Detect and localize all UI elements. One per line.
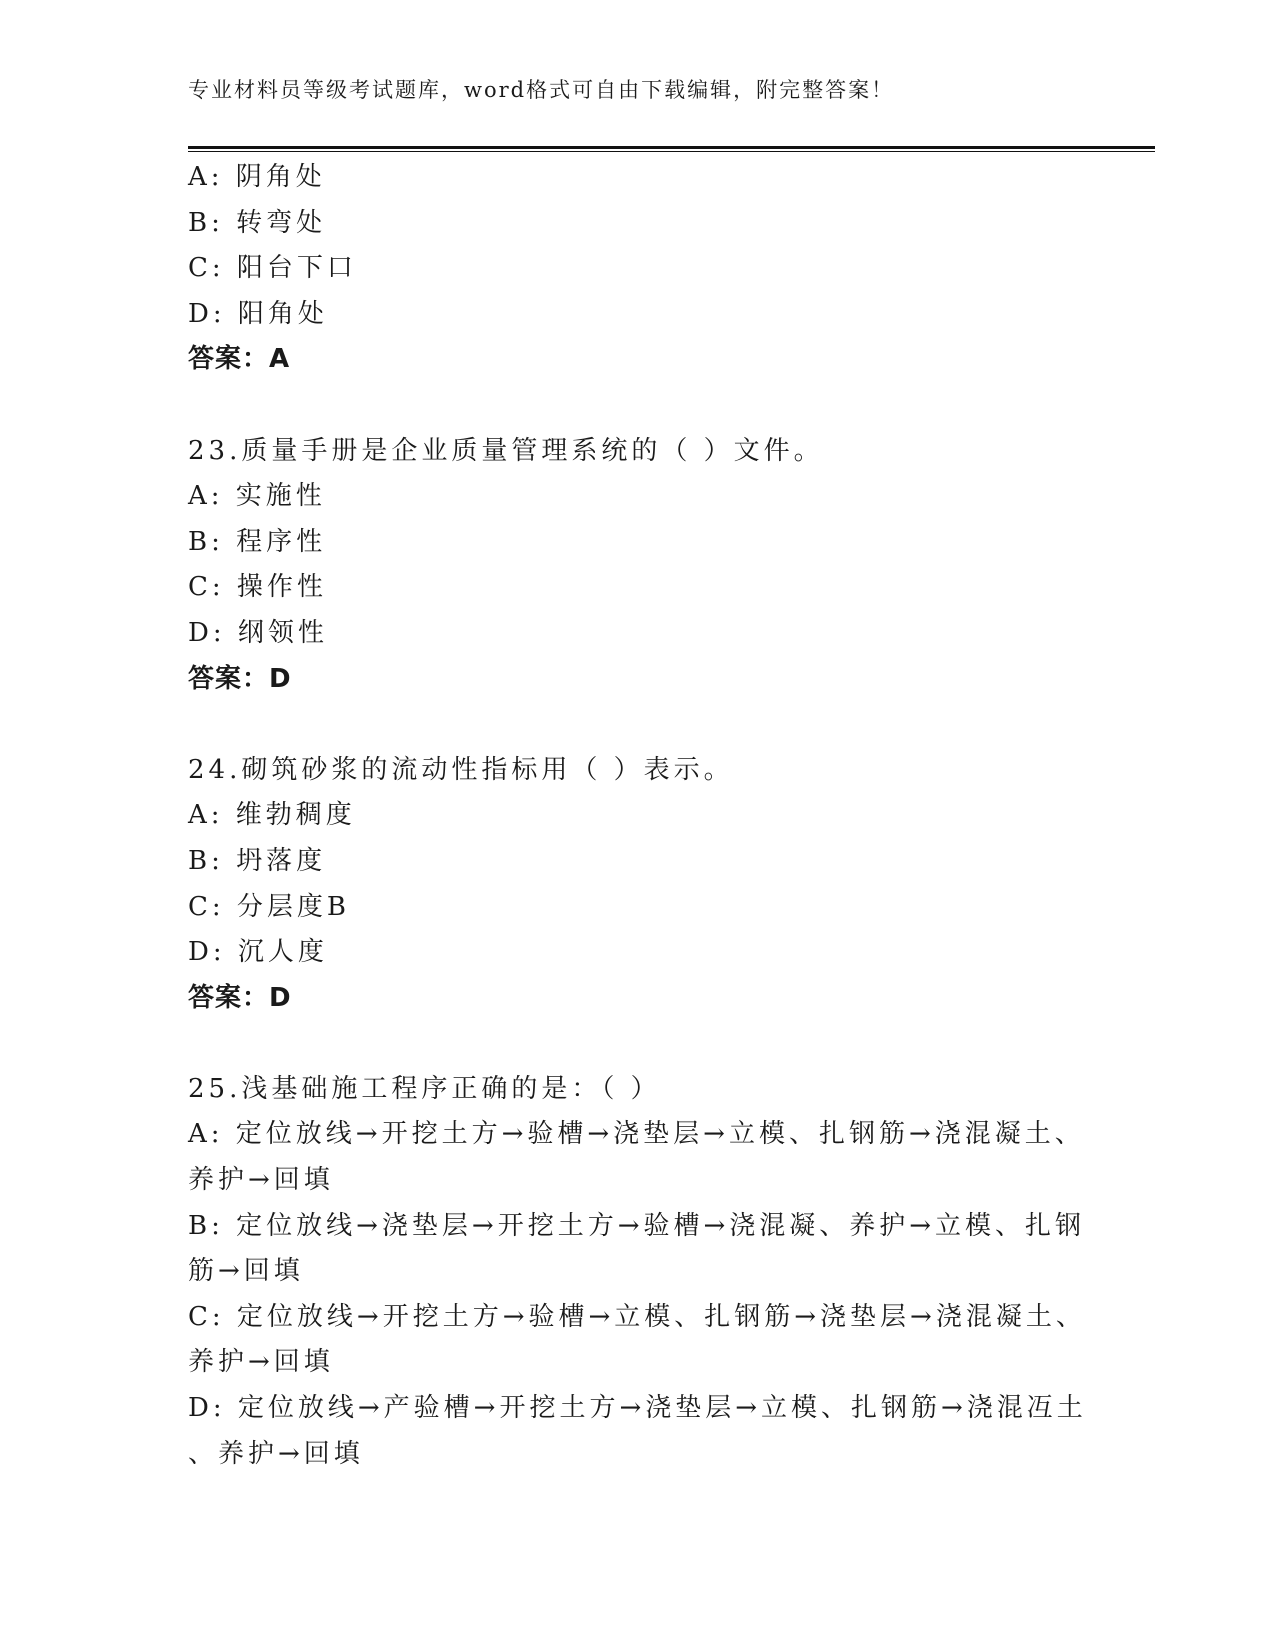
prev-option-d: D: 阳角处 — [188, 298, 328, 329]
prev-option-a: A: 阴角处 — [188, 162, 326, 192]
q24-option-c: C: 分层度B — [188, 891, 351, 922]
spacer — [188, 383, 1088, 429]
header-rule-thin — [188, 151, 1155, 152]
spacer — [188, 1021, 1088, 1067]
q23-option-b: B: 程序性 — [188, 526, 327, 557]
q25-question: 25.浅基础施工程序正确的是：（ ） — [188, 1073, 661, 1104]
q25-option-d-cont: 、养护→回填 — [188, 1438, 364, 1469]
q25-option-c: C: 定位放线→开挖土方→验槽→立模、扎钢筋→浇垫层→浇混凝土、 — [188, 1301, 1086, 1332]
q24-answer: 答案：D — [188, 982, 292, 1013]
q25-option-b-cont: 筋→回填 — [188, 1256, 304, 1287]
page-header: 专业材料员等级考试题库，word格式可自由下载编辑，附完整答案！ — [188, 78, 895, 102]
header-rule-thick — [188, 146, 1155, 149]
q23-question: 23.质量手册是企业质量管理系统的（ ）文件。 — [188, 435, 824, 466]
spacer — [188, 702, 1088, 748]
prev-answer: 答案：A — [188, 344, 291, 375]
q25-option-a-cont: 养护→回填 — [188, 1165, 334, 1196]
q24-option-a: A: 维勃稠度 — [188, 800, 356, 831]
prev-option-c: C: 阳台下口 — [188, 253, 357, 284]
q23-option-d: D: 纲领性 — [188, 617, 328, 648]
q25-option-c-cont: 养护→回填 — [188, 1347, 334, 1378]
q24-question: 24.砌筑砂浆的流动性指标用（ ）表示。 — [188, 754, 734, 785]
q24-option-d: D: 沉人度 — [188, 937, 328, 968]
question-list — [188, 155, 1088, 1477]
q23-option-a: A: 实施性 — [188, 481, 326, 512]
q23-answer: 答案：D — [188, 663, 292, 694]
q25-option-b: B: 定位放线→浇垫层→开挖土方→验槽→浇混凝、养护→立模、扎钢 — [188, 1210, 1086, 1241]
q25-option-d: D: 定位放线→产验槽→开挖土方→浇垫层→立模、扎钢筋→浇混冱土 — [188, 1393, 1087, 1424]
header-rule — [188, 146, 1155, 152]
q23-option-c: C: 操作性 — [188, 572, 327, 603]
q24-option-b: B: 坍落度 — [188, 845, 327, 876]
q25-option-a: A: 定位放线→开挖土方→验槽→浇垫层→立模、扎钢筋→浇混凝土、 — [188, 1119, 1085, 1150]
prev-option-b: B: 转弯处 — [188, 207, 327, 238]
